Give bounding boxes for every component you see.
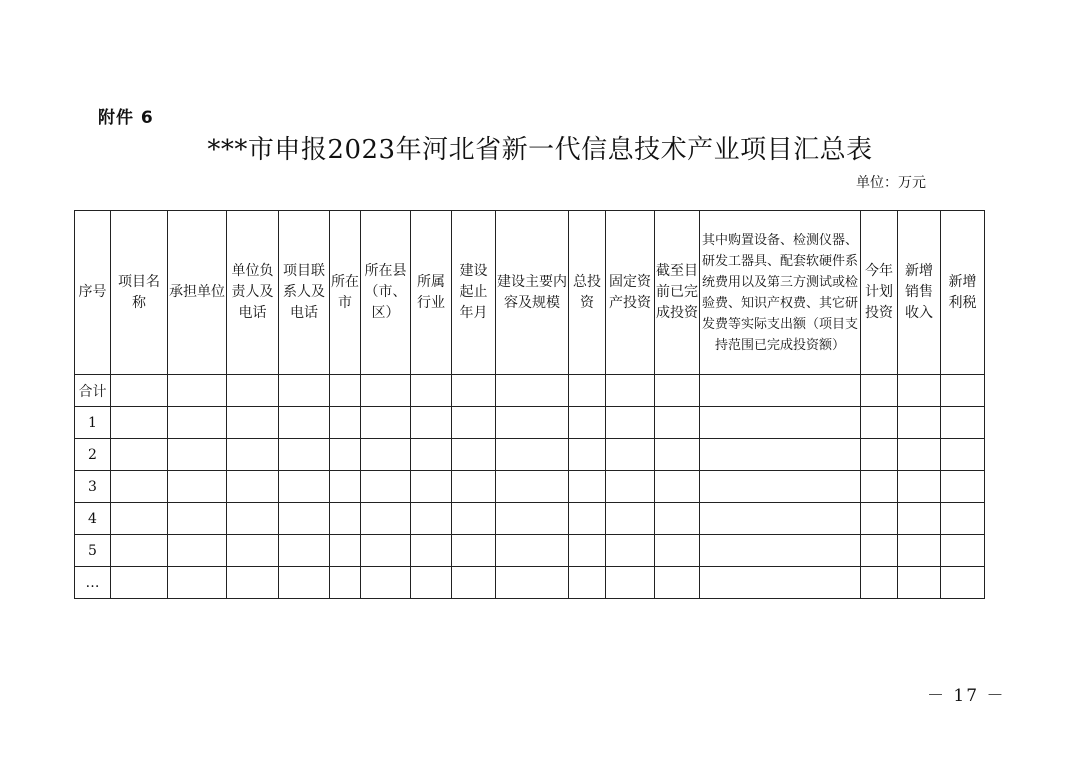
table-cell [411,407,452,439]
column-header: 单位负责人及电话 [227,211,279,375]
table-cell [452,503,496,535]
table-cell [700,407,861,439]
table-cell [606,567,655,599]
table-cell [861,471,898,503]
table-cell [861,407,898,439]
table-cell [655,439,700,471]
table-row [75,535,985,567]
table-cell [496,439,569,471]
table-cell [227,567,279,599]
column-header: 固定资产投资 [606,211,655,375]
column-header: 今年计划投资 [861,211,898,375]
table-cell [898,567,941,599]
table-cell [898,471,941,503]
table-cell [700,375,861,407]
table-cell [279,567,330,599]
table-cell [330,535,361,567]
table-cell [569,375,606,407]
table-cell [496,567,569,599]
table-cell [279,535,330,567]
table-cell [361,439,411,471]
table-cell [111,439,168,471]
row-label: 3 [75,471,111,503]
table-cell [569,471,606,503]
table-cell [861,375,898,407]
table-cell [411,503,452,535]
table-cell [861,503,898,535]
column-header: 所在县（市、区） [361,211,411,375]
table-cell [941,439,985,471]
table-cell [606,503,655,535]
table-cell [569,407,606,439]
row-label: 合计 [75,375,111,407]
table-cell [700,567,861,599]
table-row [75,503,985,535]
table-cell [569,439,606,471]
table-row [75,407,985,439]
table-cell [361,567,411,599]
table-cell [898,535,941,567]
table-cell [452,375,496,407]
table-cell [361,375,411,407]
table-row [75,439,985,471]
table-cell [279,407,330,439]
table-cell [861,535,898,567]
table-cell [496,407,569,439]
table-cell [111,503,168,535]
table-cell [569,503,606,535]
table-cell [452,407,496,439]
table-cell [168,407,227,439]
table-cell [330,439,361,471]
table-cell [452,471,496,503]
column-header: 截至目前已完成投资 [655,211,700,375]
table-cell [330,375,361,407]
table-cell [330,567,361,599]
table-cell [941,535,985,567]
table-cell [227,535,279,567]
table-cell [606,471,655,503]
table-cell [655,503,700,535]
table-cell [569,567,606,599]
row-label: 4 [75,503,111,535]
table-cell [111,567,168,599]
table-cell [898,503,941,535]
table-cell [361,407,411,439]
table-cell [411,567,452,599]
column-header: 建设主要内容及规模 [496,211,569,375]
table-cell [111,407,168,439]
row-label: 2 [75,439,111,471]
table-cell [361,535,411,567]
table-cell [411,439,452,471]
column-header: 新增利税 [941,211,985,375]
column-header: 新增销售收入 [898,211,941,375]
table-cell [496,535,569,567]
column-header: 项目联系人及电话 [279,211,330,375]
table-cell [111,471,168,503]
table-cell [861,439,898,471]
document-title: ***市申报2023年河北省新一代信息技术产业项目汇总表 [207,135,873,165]
table-cell [569,535,606,567]
table-cell [655,567,700,599]
column-header: 项目名称 [111,211,168,375]
table-cell [655,471,700,503]
table-cell [330,471,361,503]
table-cell [941,407,985,439]
column-header: 序号 [75,211,111,375]
table-cell [496,503,569,535]
table-cell [941,375,985,407]
table-cell [898,439,941,471]
table-cell [655,407,700,439]
unit-label: 单位：万元 [856,175,926,191]
table-cell [361,503,411,535]
table-cell [941,503,985,535]
table-cell [411,375,452,407]
column-header: 所在市 [330,211,361,375]
column-header: 承担单位 [168,211,227,375]
column-header: 其中购置设备、检测仪器、研发工器具、配套软硬件系统费用以及第三方测试或检验费、知识产权费、其它研发费等实际支出额（项目支持范围已完成投资额） [700,211,861,375]
table-cell [168,535,227,567]
table-cell [700,471,861,503]
column-header: 所属行业 [411,211,452,375]
table-cell [279,439,330,471]
table-cell [111,375,168,407]
table-cell [606,439,655,471]
table-cell [168,567,227,599]
table-cell [496,471,569,503]
table-cell [700,535,861,567]
table-cell [168,503,227,535]
row-label: … [75,567,111,599]
table-cell [168,471,227,503]
table-cell [411,535,452,567]
table-cell [655,375,700,407]
table-cell [227,407,279,439]
table-cell [898,407,941,439]
table-cell [227,471,279,503]
table-cell [606,407,655,439]
table-cell [700,503,861,535]
table-cell [452,535,496,567]
header-row [75,211,985,375]
table-cell [941,567,985,599]
table-cell [700,439,861,471]
attachment-label: 附件 6 [98,108,154,128]
table-cell [330,407,361,439]
table-cell [227,375,279,407]
table-cell [655,535,700,567]
table-cell [941,471,985,503]
page-number: － 17 － [927,686,1006,706]
table-row [75,471,985,503]
column-header: 总投资 [569,211,606,375]
row-label: 1 [75,407,111,439]
table-cell [411,471,452,503]
table-cell [330,503,361,535]
table-cell [111,535,168,567]
table-cell [227,439,279,471]
table-row [75,567,985,599]
table-cell [168,375,227,407]
table-cell [279,471,330,503]
table-cell [361,471,411,503]
project-summary-table [74,210,985,599]
table-cell [898,375,941,407]
table-cell [452,567,496,599]
table-cell [279,375,330,407]
row-label: 5 [75,535,111,567]
column-header: 建设起止年月 [452,211,496,375]
table-row [75,375,985,407]
table-cell [861,567,898,599]
table-cell [606,535,655,567]
table-cell [452,439,496,471]
table-cell [279,503,330,535]
table-cell [496,375,569,407]
table-body [75,375,985,599]
table-cell [606,375,655,407]
table-cell [168,439,227,471]
table-cell [227,503,279,535]
